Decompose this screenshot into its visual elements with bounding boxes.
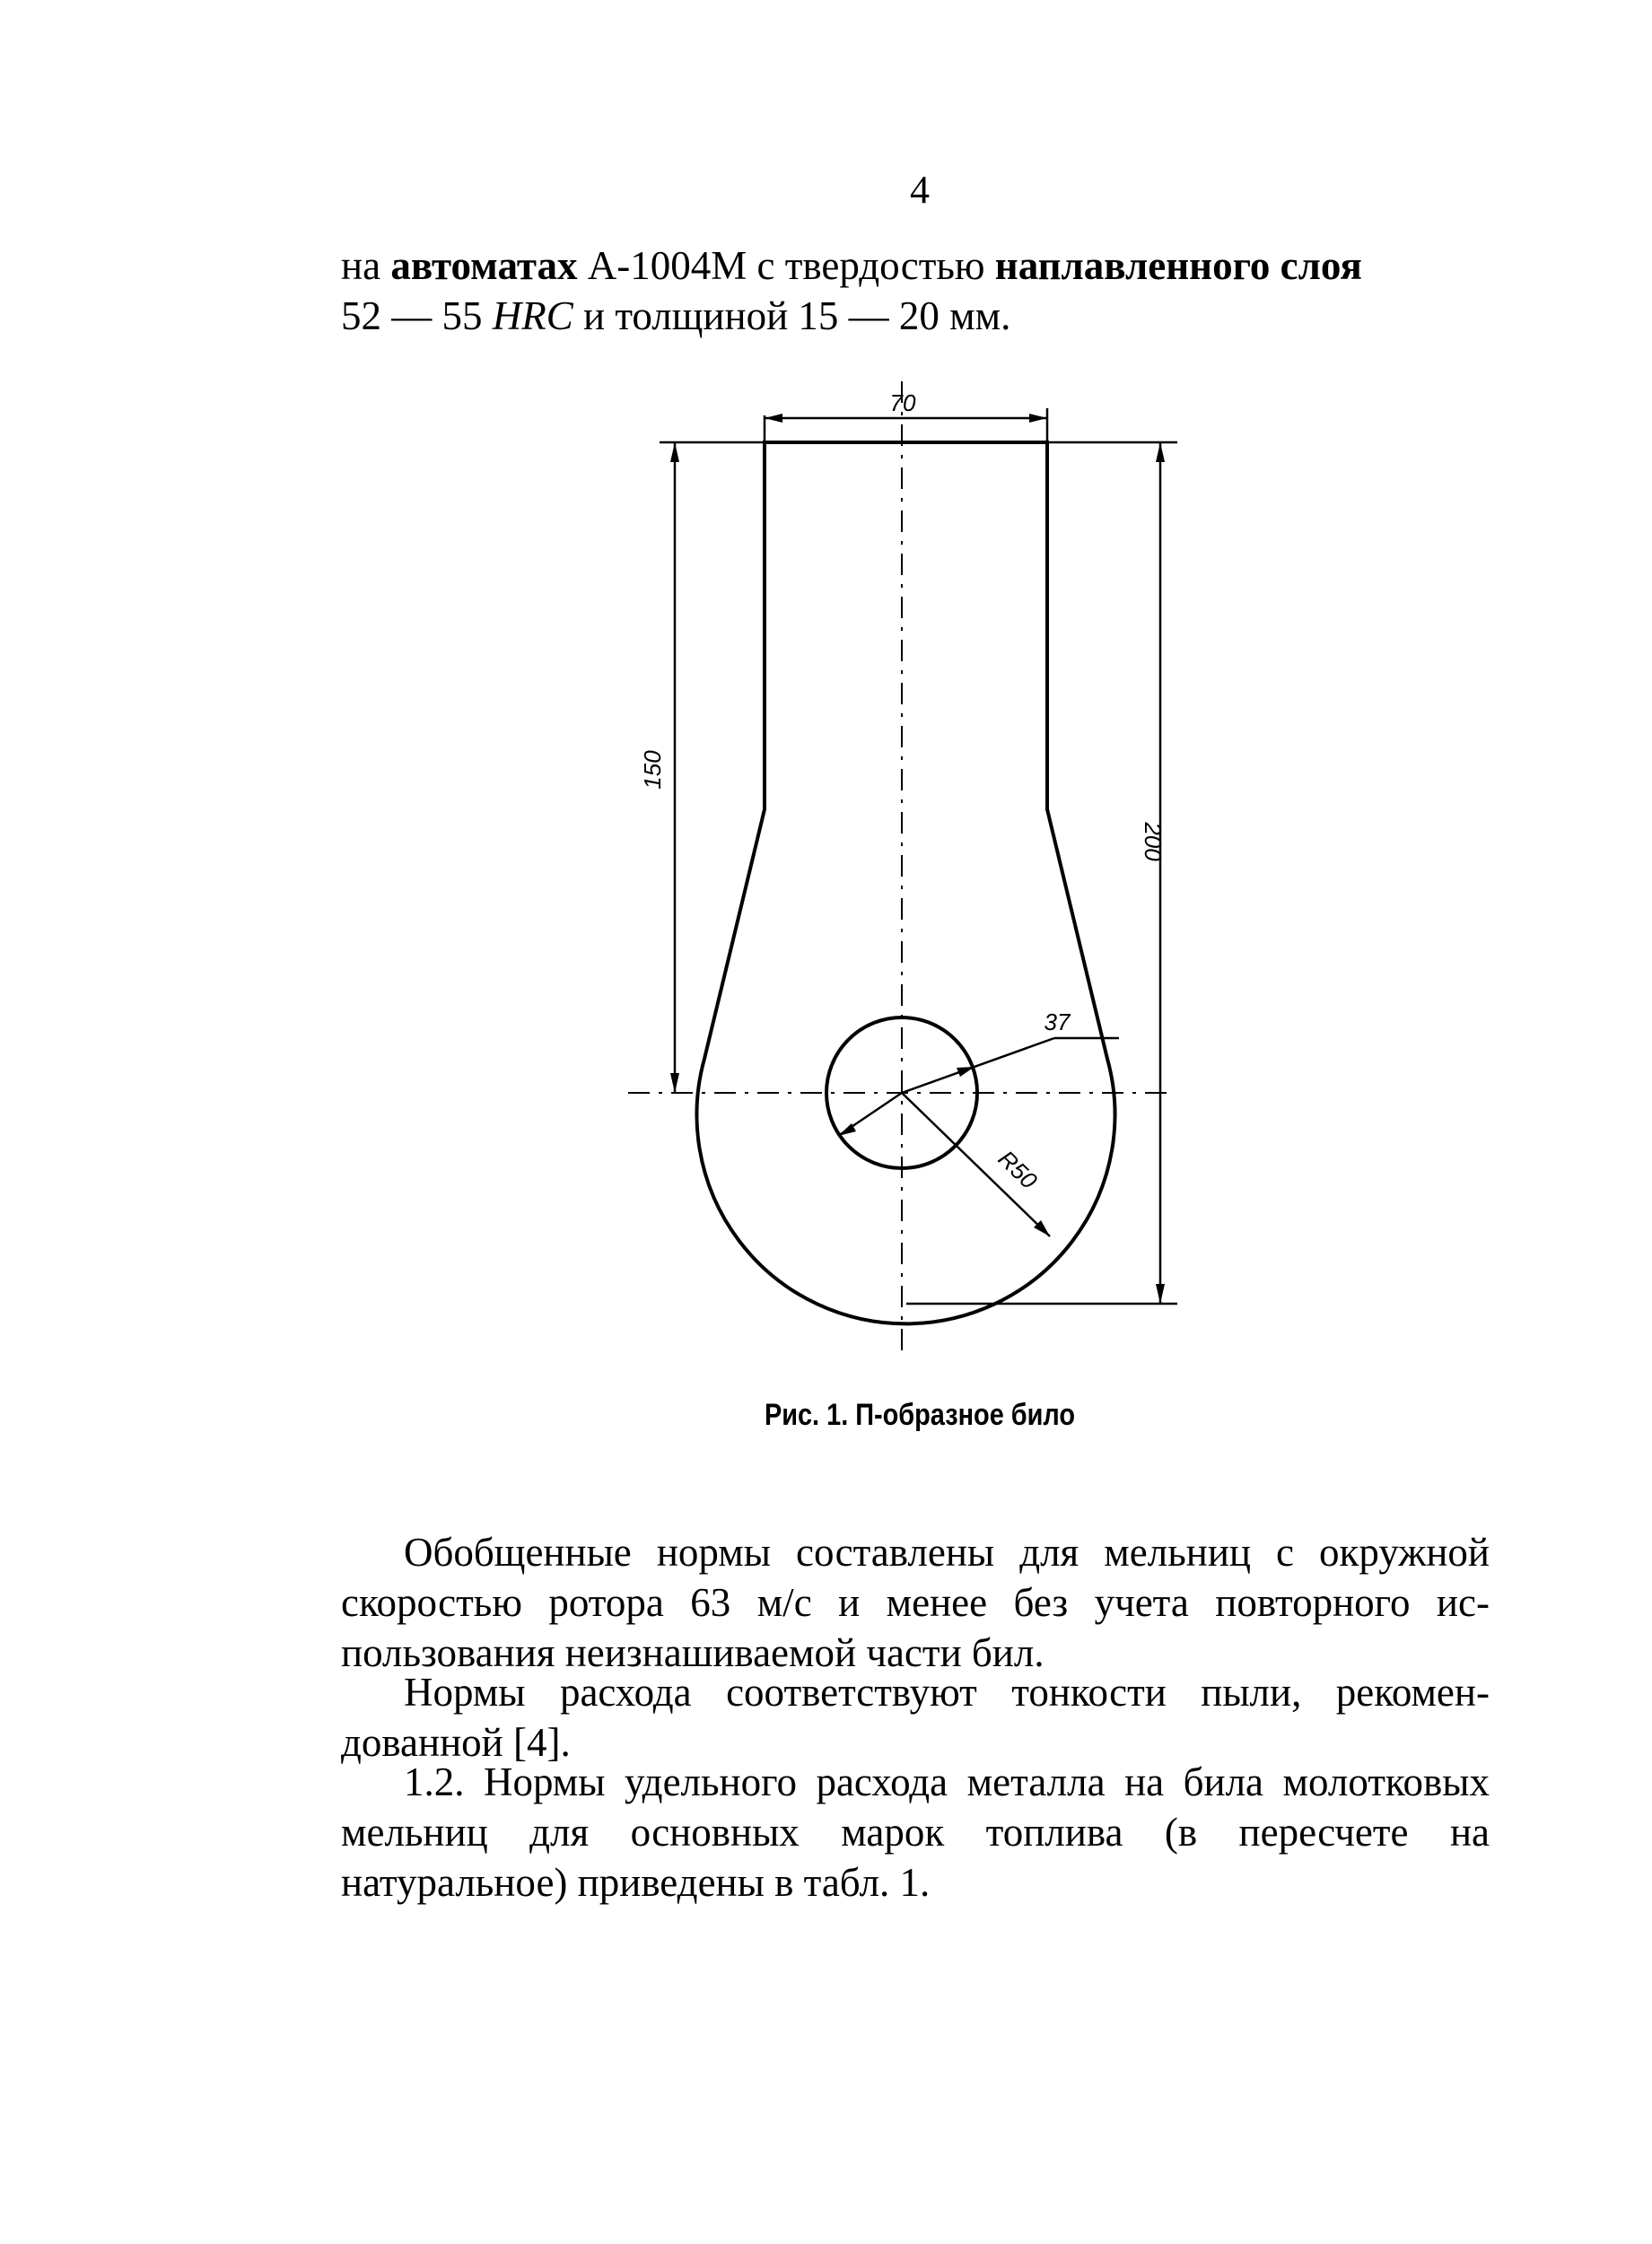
body-paragraph-1: Обобщенные нормы составлены для мельниц с окружной скоростью ротора 63 м/с и менее без учета повторного использования неизнашиваемой части бил. bbox=[341, 1530, 1490, 1675]
dim-label-width: 70 bbox=[889, 389, 916, 416]
dim-label-200: 200 bbox=[1140, 822, 1167, 861]
intro-text: на bbox=[341, 243, 391, 288]
intro-text: и толщиной 15 — 20 мм. bbox=[573, 293, 1011, 338]
page-number: 4 bbox=[910, 168, 930, 212]
dim-label-37: 37 bbox=[1044, 1008, 1071, 1035]
intro-text: 52 — 55 bbox=[341, 293, 493, 338]
beater-contour bbox=[697, 442, 1115, 1323]
dim-label-radius: R50 bbox=[992, 1145, 1043, 1194]
intro-text-bold: автоматах bbox=[390, 243, 578, 288]
body-paragraph-2: Нормы расхода соответствуют тонкости пыли, рекомендованной [4]. bbox=[341, 1670, 1490, 1765]
body-paragraph-3: 1.2. Нормы удельного расхода металла на била молотковых мельниц для основных марок топлива (в пересчете на натуральное) приведены в табл. 1. bbox=[341, 1759, 1490, 1905]
beater-outline bbox=[697, 442, 1115, 1323]
intro-text: А-1004М с твердостью bbox=[577, 243, 995, 288]
dimension-lines bbox=[660, 408, 1177, 1304]
arrowheads bbox=[670, 414, 1165, 1304]
hrc-unit: HRC bbox=[492, 293, 573, 338]
intro-text-bold: наплавленного слоя bbox=[994, 243, 1362, 288]
figure-caption: Рис. 1. П-образное било bbox=[764, 1398, 1076, 1432]
dim-label-150: 150 bbox=[639, 750, 666, 790]
